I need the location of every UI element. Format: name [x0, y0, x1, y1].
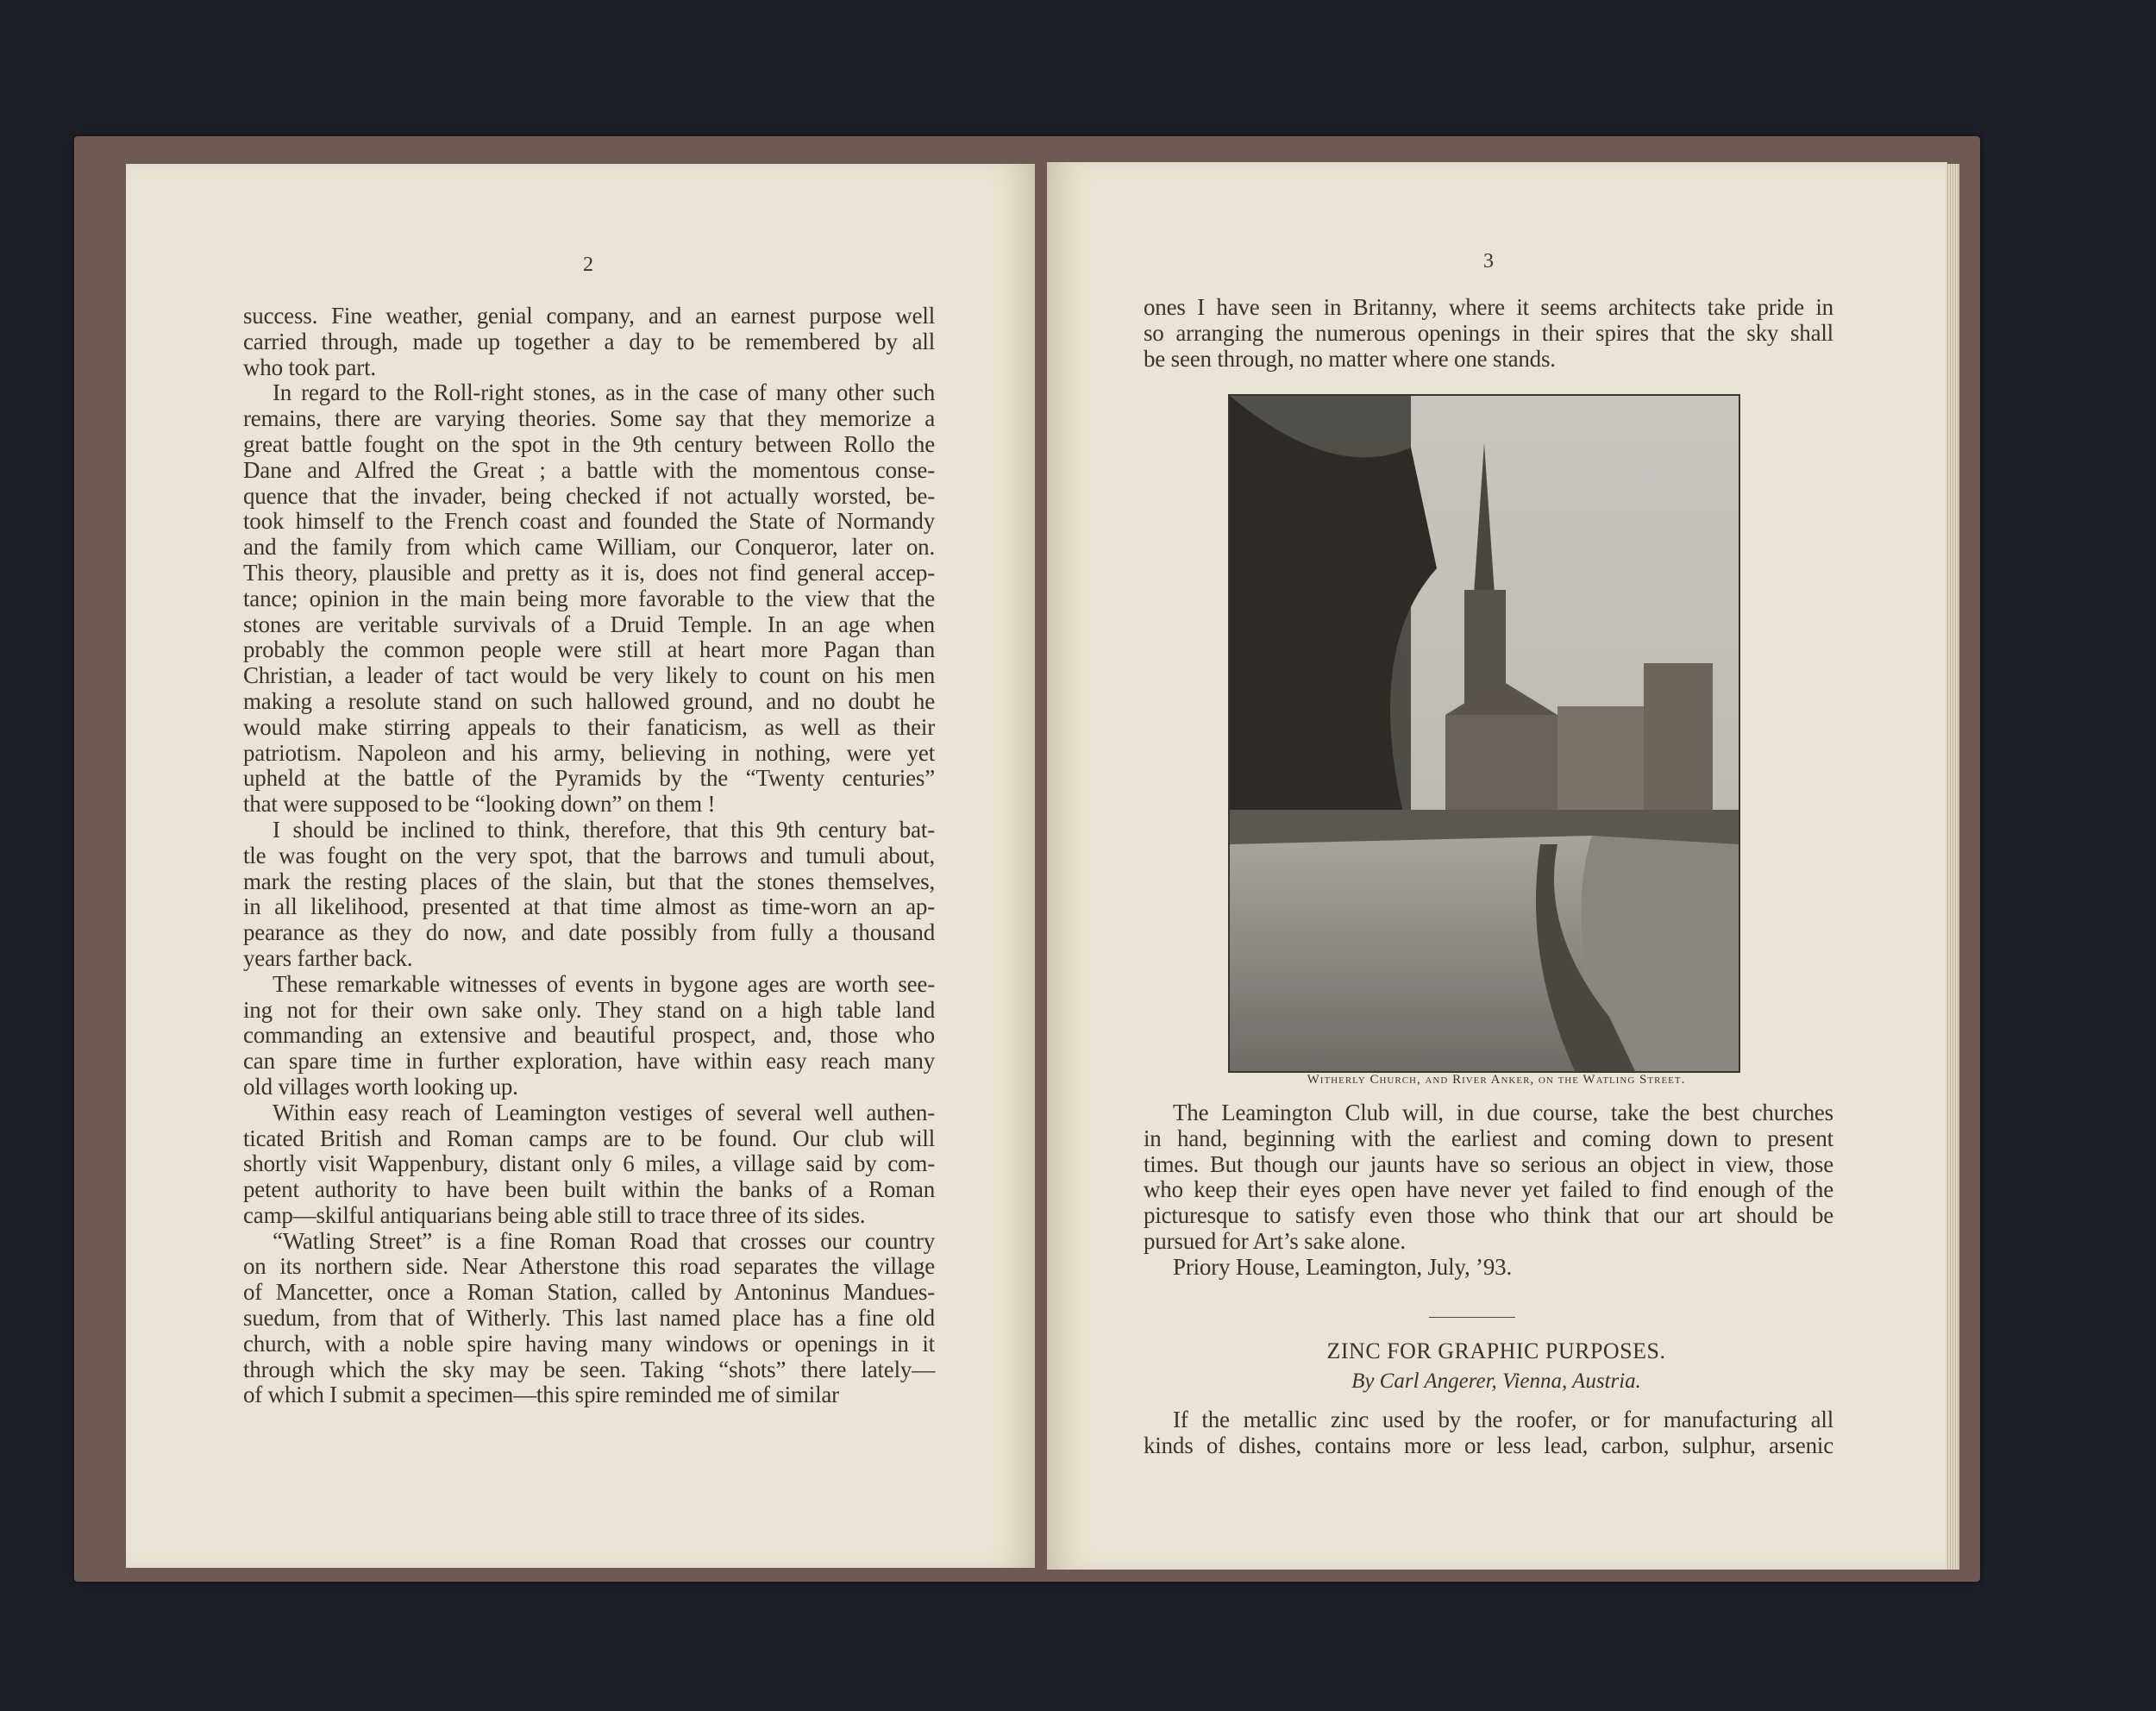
text-line: commanding an extensive and beautiful prospect, and, those who	[243, 1022, 935, 1049]
text-line: success. Fine weather, genial company, and an earnest purpose well	[243, 303, 935, 329]
text-line: that were supposed to be “looking down” on them !	[243, 791, 716, 818]
text-line: suedum, from that of Witherly. This last named place has a fine old	[243, 1305, 935, 1332]
text-line: ing not for their own sake only. They stand on a high table land	[243, 996, 935, 1023]
text-line: If the metallic zinc used by the roofer, or for manufacturing all	[1173, 1407, 1833, 1432]
text-line: stones are veritable survivals of a Druid Temple. In an age when	[243, 611, 935, 637]
article-body	[1144, 1407, 1833, 1459]
text-line: pursued for Art’s sake alone.	[1144, 1227, 1406, 1254]
text-line: petent authority to have been built within the banks of a Roman	[243, 1176, 935, 1203]
text-line: mark the resting places of the slain, but that the stones themselves,	[243, 868, 935, 894]
text-line: so arranging the numerous openings in their spires that the sky shall	[1144, 319, 1833, 346]
text-line: ones I have seen in Britanny, where it seems architects take pride in	[1144, 294, 1833, 320]
text-line: patriotism. Napoleon and his army, believing in nothing, were yet	[243, 739, 935, 766]
text-line: would make stirring appeals to their fanaticism, as well as their	[243, 713, 935, 740]
right-page-text-top	[1144, 295, 1833, 372]
text-line: These remarkable witnesses of events in bygone ages are worth see-	[273, 970, 935, 997]
text-line: Priory House, Leamington, July, ’93.	[1173, 1253, 1513, 1280]
text-line: in hand, beginning with the earliest and coming down to present	[1144, 1125, 1833, 1151]
text-line: camp—skilful antiquarians being able still to trace three of its sides.	[243, 1201, 866, 1228]
text-line: be seen through, no matter where one stands.	[1144, 345, 1556, 372]
text-line: upheld at the battle of the Pyramids by the “Twenty centuries”	[243, 765, 935, 792]
text-line: old villages worth looking up.	[243, 1073, 518, 1100]
text-line: on its northern side. Near Atherstone this road separates the village	[243, 1253, 935, 1280]
text-line: of Mancetter, once a Roman Station, called by Antoninus Mandues-	[243, 1279, 935, 1306]
page-number-right: 3	[1483, 250, 1494, 273]
text-line: church, with a noble spire having many windows or openings in it	[243, 1330, 935, 1357]
text-line: picturesque to satisfy even those who think that our art should be	[1144, 1202, 1833, 1229]
text-line: Dane and Alfred the Great ; a battle with the momentous conse-	[243, 456, 935, 483]
text-line: who keep their eyes open have never yet failed to find enough of the	[1144, 1176, 1833, 1203]
text-line: can spare time in further exploration, have within easy reach many	[243, 1048, 935, 1075]
text-line: tance; opinion in the main being more favorable to the view that the	[243, 585, 935, 611]
text-line: Christian, a leader of tact would be very likely to count on his men	[243, 662, 935, 689]
photo-caption: Witherly Church, and River Anker, on the Watling Street.	[1307, 1073, 1686, 1087]
text-line: through which the sky may be seen. Taking “shots” there lately—	[243, 1356, 935, 1382]
text-line: remains, there are varying theories. Some say that they memorize a	[243, 405, 935, 432]
text-line: “Watling Street” is a fine Roman Road that crosses our country	[273, 1227, 935, 1254]
text-line: carried through, made up together a day to be remembered by all	[243, 328, 935, 354]
text-line: pearance as they do now, and date possibly from fully a thousand	[243, 919, 935, 946]
article-byline: By Carl Angerer, Vienna, Austria.	[1351, 1369, 1641, 1393]
text-line: In regard to the Roll-right stones, as in the case of many other such	[273, 379, 935, 406]
text-line: Within easy reach of Leamington vestiges of several well authen-	[273, 1099, 935, 1125]
text-line: and the family from which came William, our Conqueror, later on.	[243, 534, 935, 561]
text-line: making a resolute stand on such hallowed ground, and no doubt he	[243, 687, 935, 714]
text-line: tle was fought on the very spot, that the barrows and tumuli about,	[243, 842, 935, 868]
text-line: great battle fought on the spot in the 9th century between Rollo the	[243, 430, 935, 457]
text-line: of which I submit a specimen—this spire reminded me of similar	[243, 1382, 839, 1408]
page-edges	[1946, 164, 1959, 1570]
text-line: who took part.	[243, 354, 376, 380]
right-page-text-bottom	[1144, 1100, 1833, 1281]
text-line: times. But though our jaunts have so serious an object in view, those	[1144, 1150, 1833, 1177]
text-line: quence that the invader, being checked if not actually worsted, be-	[243, 482, 935, 509]
text-line: The Leamington Club will, in due course, take the best churches	[1173, 1100, 1833, 1125]
church-river-image	[1230, 396, 1739, 1071]
text-line: I should be inclined to think, therefore, that this 9th century bat-	[273, 816, 935, 843]
church-photograph	[1228, 394, 1740, 1073]
text-line: probably the common people were still at heart more Pagan than	[243, 636, 935, 663]
text-line: ticated British and Roman camps are to be found. Our club will	[243, 1125, 935, 1151]
text-line: shortly visit Wappenbury, distant only 6 miles, a village said by com-	[243, 1150, 935, 1177]
text-line: This theory, plausible and pretty as it is, does not find general accep-	[243, 559, 935, 586]
article-title: ZINC FOR GRAPHIC PURPOSES.	[1326, 1338, 1666, 1363]
section-divider	[1429, 1317, 1515, 1318]
text-line: years farther back.	[243, 944, 413, 971]
text-line: took himself to the French coast and founded the State of Normandy	[243, 508, 935, 535]
left-page-text	[243, 304, 935, 1408]
page-number-left: 2	[583, 254, 593, 276]
text-line: kinds of dishes, contains more or less lead, carbon, sulphur, arsenic	[1144, 1432, 1833, 1458]
text-line: in all likelihood, presented at that time almost as time-worn an ap-	[243, 893, 935, 920]
